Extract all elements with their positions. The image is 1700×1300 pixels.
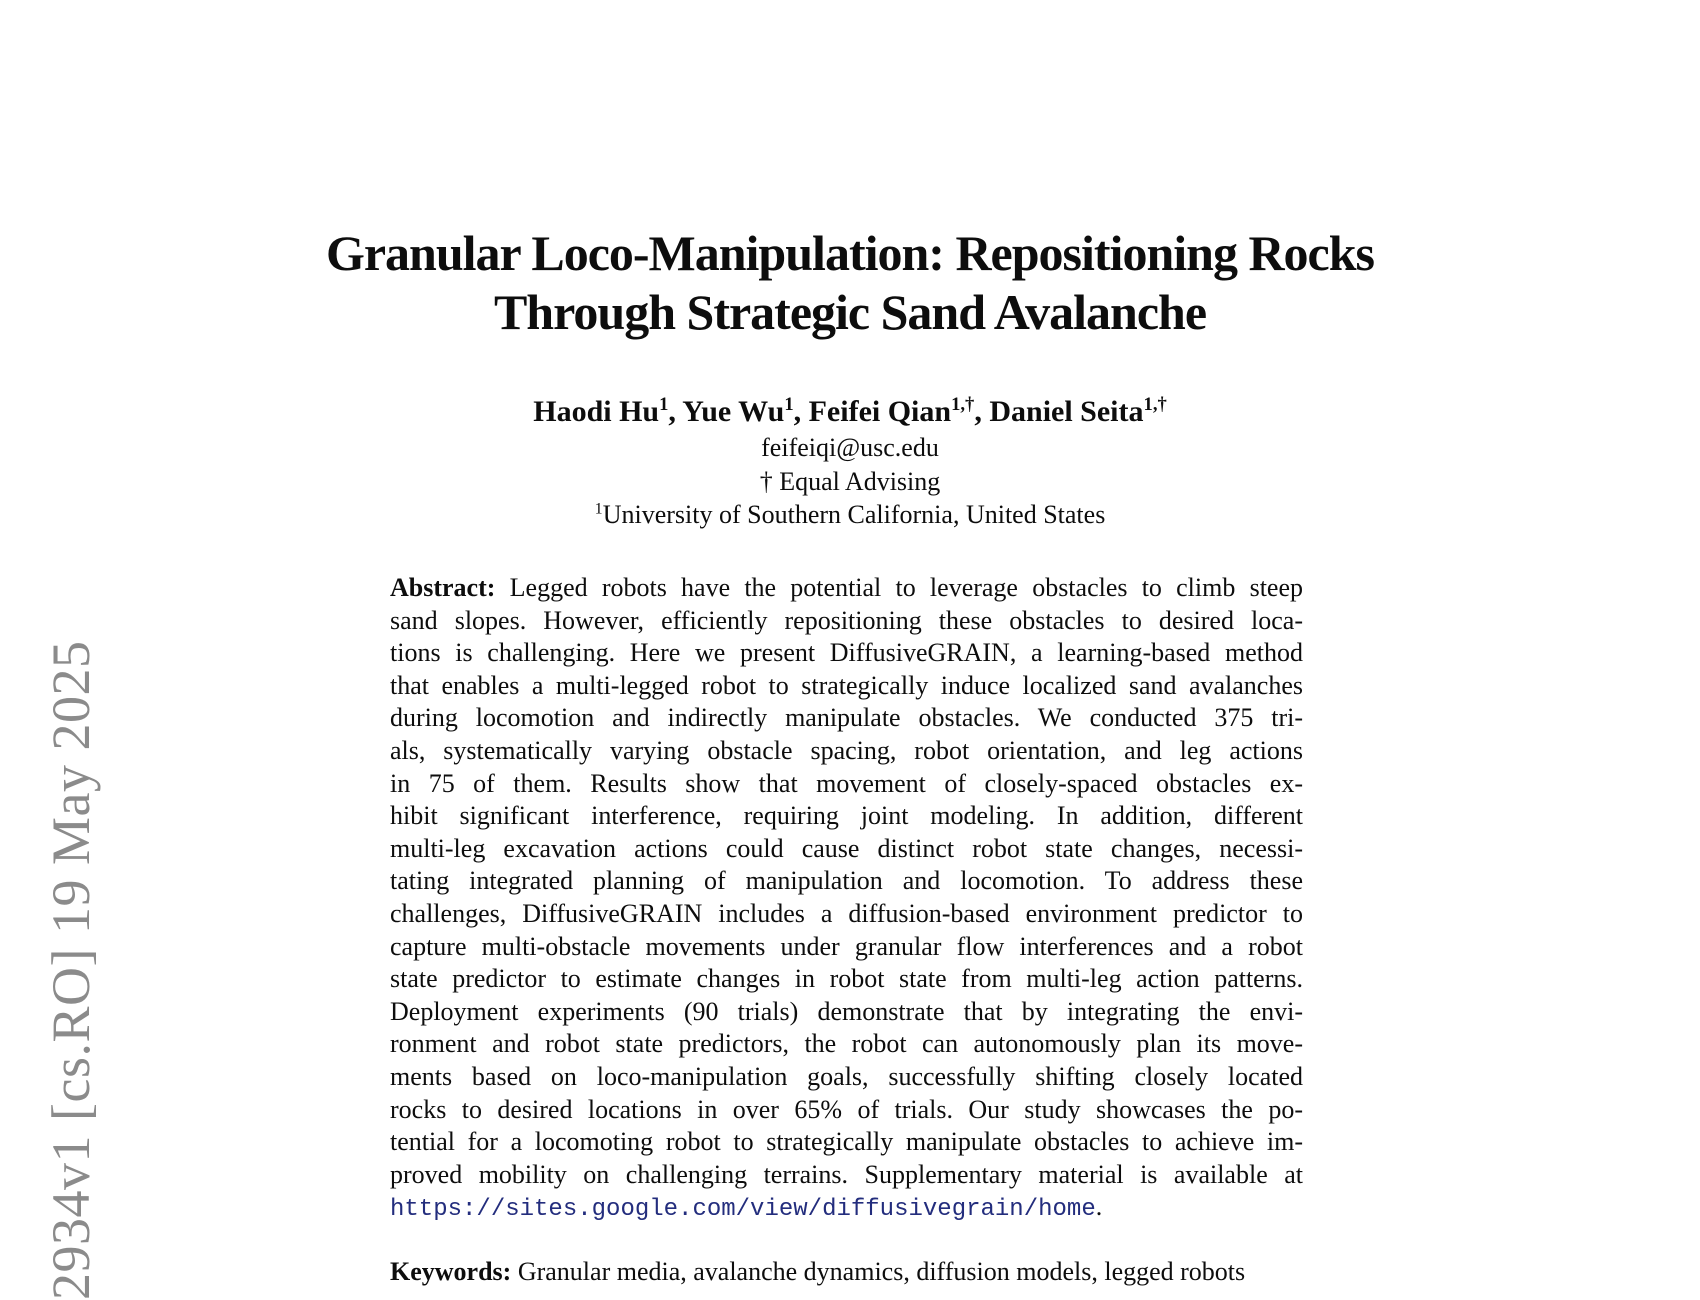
keywords-text: Granular media, avalanche dynamics, diffusion models, legged robots: [511, 1257, 1245, 1286]
arxiv-watermark-partial-glyph: 2: [41, 1273, 101, 1300]
equal-advising-note: [0, 467, 1700, 497]
abstract-line: ments based on loco-manipulation goals, successfully shifting closely located: [390, 1061, 1303, 1094]
equal-advising-text: Equal Advising: [779, 467, 940, 496]
author-separator: ,: [794, 395, 809, 428]
author-sup: 1: [659, 394, 668, 415]
abstract-line: tating integrated planning of manipulation and locomotion. To address these: [390, 865, 1303, 898]
author-name: Feifei Qian: [809, 395, 951, 428]
abstract-line: als, systematically varying obstacle spacing, robot orientation, and leg actions: [390, 735, 1303, 768]
author-list: [0, 395, 1700, 429]
abstract-line-text: Legged robots have the potential to leverage obstacles to climb steep: [510, 573, 1303, 602]
url-line: [390, 1191, 1303, 1227]
abstract-line: multi-leg excavation actions could cause distinct robot state changes, necessi-: [390, 833, 1303, 866]
abstract-line: sand slopes. However, efficiently repositioning these obstacles to desired loca-: [390, 605, 1303, 638]
abstract-line: that enables a multi-legged robot to strategically induce localized sand avalanches: [390, 670, 1303, 703]
author-separator: ,: [668, 395, 682, 428]
abstract-line: rocks to desired locations in over 65% of trials. Our study showcases the po-: [390, 1094, 1303, 1127]
arxiv-watermark: [40, 641, 102, 1300]
contact-email: feifeiqi@usc.edu: [0, 433, 1700, 463]
abstract-line: state predictor to estimate changes in robot state from multi-leg action patterns.: [390, 963, 1303, 996]
affiliation-text: University of Southern California, United States: [603, 500, 1106, 529]
paper-title-line1: Granular Loco-Manipulation: Repositioning Rocks: [0, 224, 1700, 283]
abstract-line: proved mobility on challenging terrains. Supplementary material is available at: [390, 1159, 1303, 1192]
supplementary-link[interactable]: https://sites.google.com/view/diffusivegrain/home: [390, 1196, 1096, 1223]
abstract-line: challenges, DiffusiveGRAIN includes a diffusion-based environment predictor to: [390, 898, 1303, 931]
abstract-line: during locomotion and indirectly manipulate obstacles. We conducted 375 tri-: [390, 702, 1303, 735]
author-name: Haodi Hu: [533, 395, 659, 428]
abstract-line: hibit significant interference, requiring joint modeling. In addition, different: [390, 800, 1303, 833]
author-separator: ,: [974, 395, 989, 428]
abstract-line: in 75 of them. Results show that movement of closely-spaced obstacles ex-: [390, 768, 1303, 801]
abstract-line: tions is challenging. Here we present DiffusiveGRAIN, a learning-based method: [390, 637, 1303, 670]
affiliation: [0, 500, 1700, 530]
keywords-line: [390, 1257, 1245, 1287]
url-period: .: [1096, 1192, 1103, 1221]
keywords-label: Keywords:: [390, 1257, 511, 1286]
arxiv-watermark-text: 934v1 [cs.RO] 19 May 2025: [41, 641, 101, 1273]
paper-title-line2: Through Strategic Sand Avalanche: [0, 283, 1700, 342]
paper-title: [0, 224, 1700, 342]
author-sup: 1,†: [951, 394, 974, 415]
affiliation-sup: 1: [595, 500, 603, 517]
abstract-line: Deployment experiments (90 trials) demonstrate that by integrating the envi-: [390, 996, 1303, 1029]
abstract: [390, 572, 1303, 1227]
author-sup: 1,†: [1144, 394, 1167, 415]
author-name: Yue Wu: [682, 395, 784, 428]
abstract-label: Abstract:: [390, 573, 495, 602]
abstract-line: capture multi-obstacle movements under granular flow interferences and a robot: [390, 931, 1303, 964]
abstract-line: ronment and robot state predictors, the robot can autonomously plan its move-: [390, 1028, 1303, 1061]
abstract-line: tential for a locomoting robot to strategically manipulate obstacles to achieve im-: [390, 1126, 1303, 1159]
dagger-symbol: †: [760, 467, 773, 496]
abstract-line: [390, 572, 1303, 605]
author-name: Daniel Seita: [989, 395, 1143, 428]
author-sup: 1: [784, 394, 793, 415]
